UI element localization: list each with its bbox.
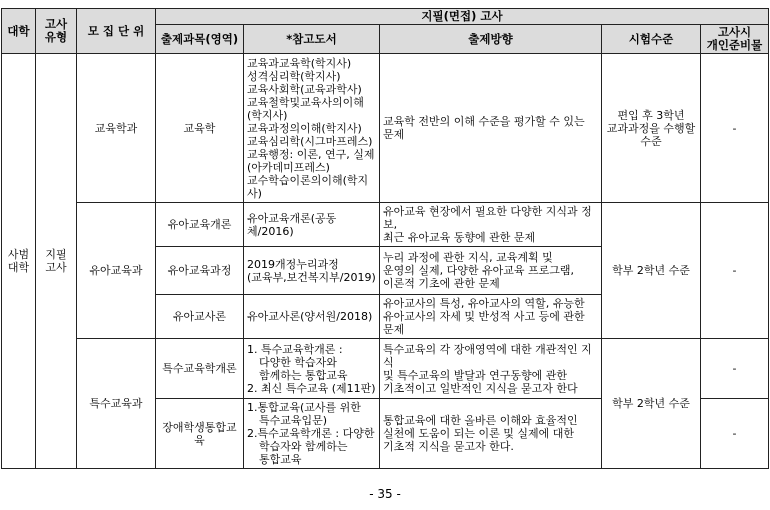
header-prep: 고사시 개인준비물 (701, 25, 769, 54)
cell-prep-special-2: - (701, 399, 769, 469)
table-row-edu (2, 54, 769, 203)
cell-subject-special-1: 특수교육학개론 (156, 339, 244, 399)
cell-subject-early-2: 유아교육과정 (156, 247, 244, 295)
cell-reference-edu: 교육과교육학(학지사) 성격심리학(학지사) 교육사회학(교육과학사) 교육철학및교육사의이해 (학지사) 교육과정의이해(학지사) 교육심리학(시그마프레스) 교육행정: 이론, 연구, 실제 (아카데미프레스) 교수학습이론의이해(학지사) (244, 54, 380, 203)
cell-direction-special-2: 통합교육에 대한 올바른 이해와 효율적인 실천에 도움이 되는 이론 및 실제에 대한 기초적 지식을 묻고자 한다. (380, 399, 602, 469)
cell-unit-special: 특수교육과 (77, 339, 156, 469)
header-subject: 출제과목(영역) (156, 25, 244, 54)
cell-reference-early-3: 유아교사론(양서원/2018) (244, 295, 380, 339)
cell-subject-early-1: 유아교육개론 (156, 203, 244, 247)
cell-level-early: 학부 2학년 수준 (602, 203, 701, 339)
cell-subject-early-3: 유아교사론 (156, 295, 244, 339)
header-college: 대학 (2, 9, 36, 54)
cell-direction-early-1: 유아교육 현장에서 필요한 다양한 지식과 정보, 최근 유아교육 동향에 관한 문제 (380, 203, 602, 247)
page-number: - 35 - (369, 487, 401, 501)
cell-direction-edu: 교육학 전반의 이해 수준을 평가할 수 있는 문제 (380, 54, 602, 203)
cell-level-edu: 편입 후 3학년 교과과정을 수행할 수준 (602, 54, 701, 203)
header-direction: 출제방향 (380, 25, 602, 54)
cell-prep-edu: - (701, 54, 769, 203)
exam-info-table (1, 8, 769, 469)
cell-reference-special-1: 1. 특수교육학개론 : 다양한 학습자와 함께하는 통합교육 2. 최신 특수교육 (제11판) (244, 339, 380, 399)
header-exam-type: 고사 유형 (36, 9, 77, 54)
cell-reference-early-1: 유아교육개론(공동체/2016) (244, 203, 380, 247)
table-row-special-1 (2, 339, 769, 399)
cell-reference-special-2: 1.통합교육(교사를 위한 특수교육입문) 2.특수교육학개론 : 다양한 학습자와 함께하는 통합교육 (244, 399, 380, 469)
table-row-early-1 (2, 203, 769, 247)
cell-unit-edu: 교육학과 (77, 54, 156, 203)
cell-level-special: 학부 2학년 수준 (602, 339, 701, 469)
cell-unit-early: 유아교육과 (77, 203, 156, 339)
cell-subject-special-2: 장애학생통합교육 (156, 399, 244, 469)
cell-direction-early-3: 유아교사의 특성, 유아교사의 역할, 유능한 유아교사의 자세 및 반성적 사고 등에 관한 문제 (380, 295, 602, 339)
header-level: 시험수준 (602, 25, 701, 54)
cell-college: 사범 대학 (2, 54, 36, 469)
cell-reference-early-2: 2019개정누리과정 (교육부,보건복지부/2019) (244, 247, 380, 295)
cell-prep-special-1: - (701, 339, 769, 399)
header-unit: 모 집 단 위 (77, 9, 156, 54)
cell-prep-early: - (701, 203, 769, 339)
cell-direction-special-1: 특수교육의 각 장애영역에 대한 개관적인 지식 및 특수교육의 발달과 연구동향에 관한 기초적이고 일반적인 지식을 묻고자 한다 (380, 339, 602, 399)
header-reference: *참고도서 (244, 25, 380, 54)
cell-exam-type: 지필 고사 (36, 54, 77, 469)
header-written-exam-group: 지필(면접) 고사 (156, 9, 769, 25)
exam-info-table-container (1, 8, 768, 469)
cell-direction-early-2: 누리 과정에 관한 지식, 교육계획 및 운영의 실제, 다양한 유아교육 프로그램, 이론적 기초에 관한 문제 (380, 247, 602, 295)
cell-subject-edu: 교육학 (156, 54, 244, 203)
